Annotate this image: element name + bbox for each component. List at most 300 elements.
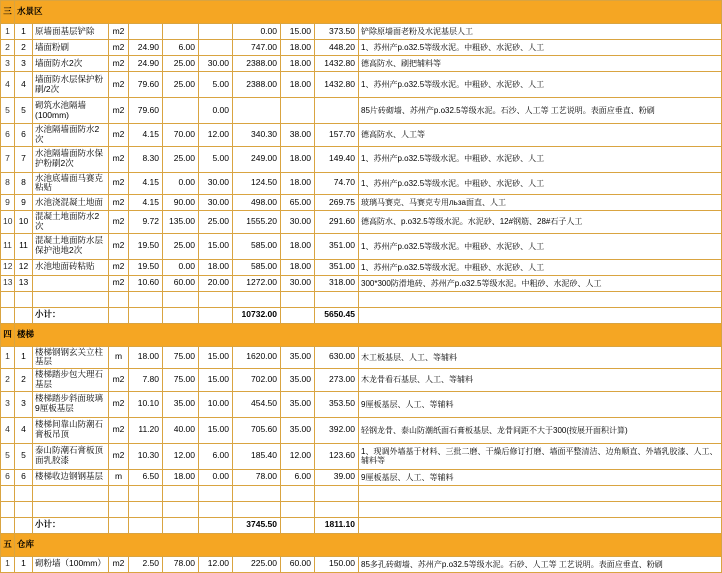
row-index: 13 — [1, 275, 15, 291]
labor-total — [315, 501, 359, 517]
remark: 1、苏州产p.o32.5等级水泥。中粗砂、水泥砂、人工 — [359, 259, 722, 275]
remark — [359, 485, 722, 501]
unit: m2 — [109, 56, 129, 72]
unit: m2 — [109, 24, 129, 40]
item-name — [33, 501, 109, 517]
labor-total: 157.70 — [315, 124, 359, 147]
unit: m2 — [109, 275, 129, 291]
section-marker: 五 — [1, 533, 15, 556]
labor-total: 269.75 — [315, 195, 359, 211]
labor-total: 351.00 — [315, 233, 359, 259]
labor-rate: 18.00 — [281, 146, 315, 172]
row-index: 5 — [1, 443, 15, 469]
unit-price: 35.00 — [163, 391, 199, 417]
labor-price: 30.00 — [199, 195, 233, 211]
row-index: 9 — [1, 195, 15, 211]
row-number: 13 — [15, 275, 33, 291]
quantity: 4.15 — [129, 195, 163, 211]
material-total — [233, 501, 281, 517]
material-total: 2388.00 — [233, 56, 281, 72]
subtotal-qty — [129, 517, 163, 533]
row-index — [1, 291, 15, 307]
unit-price: 0.00 — [163, 172, 199, 195]
row-index: 2 — [1, 369, 15, 392]
item-name: 楼梯间靠山防潮石膏板吊顶 — [33, 417, 109, 443]
labor-rate: 35.00 — [281, 346, 315, 369]
material-total — [233, 98, 281, 124]
unit-price: 75.00 — [163, 369, 199, 392]
remark: 1、苏州产p.o32.5等级水泥。中粗砂、水泥砂、人工 — [359, 233, 722, 259]
item-name: 墙面防水2次 — [33, 56, 109, 72]
remark: 1、苏州产p.o32.5等级水泥。中粗砂、水泥砂、人工 — [359, 172, 722, 195]
item-name — [33, 275, 109, 291]
remark: 德高防水、人工等 — [359, 124, 722, 147]
subtotal-blank — [15, 307, 33, 323]
row-index: 6 — [1, 469, 15, 485]
unit-price: 40.00 — [163, 417, 199, 443]
row-index: 4 — [1, 72, 15, 98]
remark: 1、苏州产p.o32.5等级水泥。中粗砂、水泥砂、人工 — [359, 40, 722, 56]
subtotal-remark — [359, 517, 722, 533]
item-name: 混凝土地面防水层保护池地2次 — [33, 233, 109, 259]
material-total: 2388.00 — [233, 72, 281, 98]
remark: 9厘板基层、人工、等辅料 — [359, 469, 722, 485]
unit: m2 — [109, 40, 129, 56]
table-row[interactable] — [1, 195, 722, 211]
labor-rate: 35.00 — [281, 391, 315, 417]
row-index: 8 — [1, 172, 15, 195]
material-total: 0.00 — [233, 24, 281, 40]
item-name: 楼梯钢钢玄关立柱基层 — [33, 346, 109, 369]
quantity: 4.15 — [129, 172, 163, 195]
labor-price: 15.00 — [199, 417, 233, 443]
table-row[interactable] — [1, 417, 722, 443]
unit: m2 — [109, 211, 129, 234]
labor-price: 0.00 — [199, 98, 233, 124]
labor-price: 15.00 — [199, 346, 233, 369]
section-marker: 四 — [1, 323, 15, 346]
table-row[interactable] — [1, 443, 722, 469]
subtotal-total: 5650.45 — [315, 307, 359, 323]
quantity: 2.50 — [129, 556, 163, 572]
unit-price: 75.00 — [163, 346, 199, 369]
table-row[interactable] — [1, 56, 722, 72]
unit-price: 25.00 — [163, 146, 199, 172]
labor-price: 5.00 — [199, 72, 233, 98]
remark: 德高防水、刷把辅料等 — [359, 56, 722, 72]
unit-price: 12.00 — [163, 443, 199, 469]
labor-total: 150.00 — [315, 556, 359, 572]
material-total: 702.00 — [233, 369, 281, 392]
material-total: 1555.20 — [233, 211, 281, 234]
labor-price: 0.00 — [199, 469, 233, 485]
item-name: 泰山防潮石膏板顶面乳胶漆 — [33, 443, 109, 469]
section-header-row — [1, 323, 722, 346]
quantity: 79.60 — [129, 98, 163, 124]
row-index: 1 — [1, 346, 15, 369]
remark: 轻钢龙骨、泰山防潮纸面石膏板基层、龙骨间距不大于300(按展开面积计算) — [359, 417, 722, 443]
labor-rate — [281, 485, 315, 501]
remark: 9厘板基层、人工、等辅料 — [359, 391, 722, 417]
labor-price — [199, 485, 233, 501]
row-number — [15, 485, 33, 501]
row-index: 1 — [1, 24, 15, 40]
item-name — [33, 485, 109, 501]
item-name: 水池底墙面马赛克粘贴 — [33, 172, 109, 195]
material-total: 225.00 — [233, 556, 281, 572]
table-row[interactable] — [1, 233, 722, 259]
material-total: 454.50 — [233, 391, 281, 417]
subtotal-label: 小计： — [33, 307, 109, 323]
table-row[interactable] — [1, 172, 722, 195]
quantity: 10.60 — [129, 275, 163, 291]
material-total: 185.40 — [233, 443, 281, 469]
labor-rate: 65.00 — [281, 195, 315, 211]
row-index: 3 — [1, 391, 15, 417]
row-index: 11 — [1, 233, 15, 259]
material-total: 249.00 — [233, 146, 281, 172]
labor-price: 15.00 — [199, 233, 233, 259]
unit: m2 — [109, 556, 129, 572]
labor-rate: 30.00 — [281, 211, 315, 234]
item-name: 砌筑水池隔墙(100mm) — [33, 98, 109, 124]
item-name: 水池地面砖粘贴 — [33, 259, 109, 275]
labor-rate: 38.00 — [281, 124, 315, 147]
unit — [109, 501, 129, 517]
row-number — [15, 501, 33, 517]
material-total: 78.00 — [233, 469, 281, 485]
labor-rate: 18.00 — [281, 233, 315, 259]
quantity — [129, 24, 163, 40]
unit: m2 — [109, 233, 129, 259]
section-title: 仓库 — [15, 533, 722, 556]
subtotal-qty — [129, 307, 163, 323]
material-total: 585.00 — [233, 259, 281, 275]
table-row[interactable] — [1, 485, 722, 501]
table-row[interactable] — [1, 40, 722, 56]
table-row[interactable] — [1, 291, 722, 307]
remark: 木龙骨看石基层、人工、等辅料 — [359, 369, 722, 392]
labor-rate: 18.00 — [281, 259, 315, 275]
section-title: 水景区 — [15, 1, 722, 24]
labor-rate: 35.00 — [281, 417, 315, 443]
row-index: 2 — [1, 40, 15, 56]
material-total: 1620.00 — [233, 346, 281, 369]
quantity: 4.15 — [129, 124, 163, 147]
table-row[interactable] — [1, 369, 722, 392]
labor-total: 291.60 — [315, 211, 359, 234]
quantity: 79.60 — [129, 72, 163, 98]
quantity: 8.30 — [129, 146, 163, 172]
labor-price: 20.00 — [199, 275, 233, 291]
unit-price — [163, 501, 199, 517]
subtotal-row — [1, 517, 722, 533]
quantity — [129, 485, 163, 501]
labor-total: 149.40 — [315, 146, 359, 172]
row-number: 9 — [15, 195, 33, 211]
material-total — [233, 291, 281, 307]
labor-rate: 18.00 — [281, 172, 315, 195]
item-name — [33, 291, 109, 307]
labor-total — [315, 291, 359, 307]
item-name: 水池浇混凝土地面 — [33, 195, 109, 211]
table-row[interactable] — [1, 259, 722, 275]
section-title: 楼梯 — [15, 323, 722, 346]
section-header-row — [1, 533, 722, 556]
labor-rate — [281, 501, 315, 517]
row-index: 3 — [1, 56, 15, 72]
quantity: 6.50 — [129, 469, 163, 485]
row-number: 8 — [15, 172, 33, 195]
row-index: 4 — [1, 417, 15, 443]
row-number: 3 — [15, 56, 33, 72]
labor-total: 392.00 — [315, 417, 359, 443]
remark: 玻璃马赛克、马赛克专用льза面直、人工 — [359, 195, 722, 211]
quantity: 19.50 — [129, 233, 163, 259]
labor-rate: 18.00 — [281, 56, 315, 72]
quantity: 18.00 — [129, 346, 163, 369]
labor-rate: 60.00 — [281, 556, 315, 572]
labor-price: 12.00 — [199, 556, 233, 572]
row-index: 10 — [1, 211, 15, 234]
material-total: 705.60 — [233, 417, 281, 443]
labor-price: 6.00 — [199, 443, 233, 469]
row-number: 1 — [15, 556, 33, 572]
remark: 铲除原墙面老粉及水泥基层人工 — [359, 24, 722, 40]
remark: 德高防水、p.o32.5等级水泥。水泥砂、12#钢筋、28#石子人工 — [359, 211, 722, 234]
labor-total: 353.50 — [315, 391, 359, 417]
row-number: 7 — [15, 146, 33, 172]
unit — [109, 291, 129, 307]
table-row[interactable] — [1, 275, 722, 291]
row-number: 5 — [15, 98, 33, 124]
item-name: 墙面防水层保护粉刷/2次 — [33, 72, 109, 98]
quantity: 24.90 — [129, 40, 163, 56]
table-row[interactable] — [1, 391, 722, 417]
remark: 85片砖砌墙、苏州产p.o32.5等级水泥。石沙、人工等 工艺说明。表面应垂直、粉刷 — [359, 98, 722, 124]
quantity — [129, 291, 163, 307]
quantity: 10.10 — [129, 391, 163, 417]
unit: m2 — [109, 391, 129, 417]
unit-price — [163, 291, 199, 307]
row-number: 6 — [15, 124, 33, 147]
material-total: 498.00 — [233, 195, 281, 211]
remark: 1、苏州产p.o32.5等级水泥。中粗砂、水泥砂、人工 — [359, 72, 722, 98]
item-name: 砌粉墙（100mm） — [33, 556, 109, 572]
labor-price: 12.00 — [199, 124, 233, 147]
section-marker: 三 — [1, 1, 15, 24]
unit-price — [163, 24, 199, 40]
quantity: 11.20 — [129, 417, 163, 443]
unit-price: 25.00 — [163, 72, 199, 98]
quantity: 19.50 — [129, 259, 163, 275]
unit-price — [163, 485, 199, 501]
remark: 85多孔砖砌墙、苏州产p.o32.5等级水泥。石砂、人工等 工艺说明。表面应垂直、粉刷 — [359, 556, 722, 572]
unit-price — [163, 98, 199, 124]
labor-total: 373.50 — [315, 24, 359, 40]
subtotal-labor — [199, 517, 233, 533]
labor-rate: 18.00 — [281, 72, 315, 98]
labor-total — [315, 485, 359, 501]
row-number: 1 — [15, 346, 33, 369]
unit: m — [109, 469, 129, 485]
labor-price: 15.00 — [199, 369, 233, 392]
labor-price — [199, 24, 233, 40]
unit: m — [109, 346, 129, 369]
unit-price: 25.00 — [163, 233, 199, 259]
unit: m2 — [109, 98, 129, 124]
table-row[interactable] — [1, 72, 722, 98]
remark: 1、现调外墙基于材料、三批二磨、干燥后修订打磨、墙面平整清洁、边角顺直、外墙乳胶漆、人工、辅料等 — [359, 443, 722, 469]
labor-price: 18.00 — [199, 259, 233, 275]
row-number — [15, 291, 33, 307]
labor-total: 123.60 — [315, 443, 359, 469]
labor-total: 74.70 — [315, 172, 359, 195]
row-index: 5 — [1, 98, 15, 124]
row-index: 6 — [1, 124, 15, 147]
labor-rate: 15.00 — [281, 24, 315, 40]
item-name: 混凝土地面防水2次 — [33, 211, 109, 234]
material-total: 124.50 — [233, 172, 281, 195]
subtotal-rate — [281, 307, 315, 323]
labor-total: 1432.80 — [315, 56, 359, 72]
labor-total: 1432.80 — [315, 72, 359, 98]
unit: m2 — [109, 72, 129, 98]
labor-total: 273.00 — [315, 369, 359, 392]
unit: m2 — [109, 146, 129, 172]
unit-price: 25.00 — [163, 56, 199, 72]
quantity: 24.90 — [129, 56, 163, 72]
subtotal-material: 10732.00 — [233, 307, 281, 323]
unit-price: 90.00 — [163, 195, 199, 211]
row-number: 11 — [15, 233, 33, 259]
remark — [359, 291, 722, 307]
unit-price: 135.00 — [163, 211, 199, 234]
row-number: 1 — [15, 24, 33, 40]
table-row[interactable] — [1, 98, 722, 124]
row-number: 5 — [15, 443, 33, 469]
material-total: 1272.00 — [233, 275, 281, 291]
row-index — [1, 517, 15, 533]
subtotal-price — [163, 517, 199, 533]
item-name: 楼梯收边钢钢基层 — [33, 469, 109, 485]
row-index: 7 — [1, 146, 15, 172]
row-number: 12 — [15, 259, 33, 275]
labor-price — [199, 291, 233, 307]
unit: m2 — [109, 195, 129, 211]
table-row[interactable] — [1, 346, 722, 369]
subtotal-row — [1, 307, 722, 323]
subtotal-total: 1811.10 — [315, 517, 359, 533]
row-number: 4 — [15, 72, 33, 98]
table-row[interactable] — [1, 24, 722, 40]
labor-total — [315, 98, 359, 124]
labor-total: 39.00 — [315, 469, 359, 485]
row-number: 4 — [15, 417, 33, 443]
labor-rate: 18.00 — [281, 40, 315, 56]
unit-price: 60.00 — [163, 275, 199, 291]
labor-price: 10.00 — [199, 391, 233, 417]
unit: m2 — [109, 124, 129, 147]
item-name: 楼梯踏步斜面玻璃9厘板基层 — [33, 391, 109, 417]
row-number: 6 — [15, 469, 33, 485]
item-name: 楼梯踏步包大理石基层 — [33, 369, 109, 392]
material-total: 340.30 — [233, 124, 281, 147]
unit-price: 18.00 — [163, 469, 199, 485]
row-number: 2 — [15, 40, 33, 56]
material-total — [233, 485, 281, 501]
row-index — [1, 501, 15, 517]
labor-price: 30.00 — [199, 172, 233, 195]
table-row[interactable] — [1, 469, 722, 485]
quantity — [129, 501, 163, 517]
quantity: 10.30 — [129, 443, 163, 469]
labor-total: 318.00 — [315, 275, 359, 291]
subtotal-rate — [281, 517, 315, 533]
unit — [109, 485, 129, 501]
row-index — [1, 485, 15, 501]
subtotal-labor — [199, 307, 233, 323]
subtotal-unit — [109, 517, 129, 533]
labor-rate: 6.00 — [281, 469, 315, 485]
item-name: 原墙面基层铲除 — [33, 24, 109, 40]
remark: 1、苏州产p.o32.5等级水泥。中粗砂、水泥砂、人工 — [359, 146, 722, 172]
unit: m2 — [109, 259, 129, 275]
table-row[interactable] — [1, 501, 722, 517]
remark: 300*300防滑地砖、苏州产p.o32.5等级水泥。中粗砂、水泥砂、人工 — [359, 275, 722, 291]
labor-rate: 30.00 — [281, 275, 315, 291]
item-name: 墙面粉刷 — [33, 40, 109, 56]
section-header-row — [1, 1, 722, 24]
subtotal-material: 3745.50 — [233, 517, 281, 533]
unit-price: 70.00 — [163, 124, 199, 147]
subtotal-unit — [109, 307, 129, 323]
labor-price: 30.00 — [199, 56, 233, 72]
table-row[interactable] — [1, 146, 722, 172]
labor-rate: 35.00 — [281, 369, 315, 392]
labor-price — [199, 501, 233, 517]
table-row[interactable] — [1, 211, 722, 234]
quantity: 7.80 — [129, 369, 163, 392]
labor-rate: 12.00 — [281, 443, 315, 469]
labor-rate — [281, 291, 315, 307]
labor-price: 5.00 — [199, 146, 233, 172]
unit: m2 — [109, 417, 129, 443]
subtotal-remark — [359, 307, 722, 323]
labor-total: 630.00 — [315, 346, 359, 369]
unit: m2 — [109, 443, 129, 469]
labor-price — [199, 40, 233, 56]
row-index: 1 — [1, 556, 15, 572]
unit: m2 — [109, 172, 129, 195]
subtotal-price — [163, 307, 199, 323]
table-row[interactable] — [1, 556, 722, 572]
table-row[interactable] — [1, 124, 722, 147]
unit-price: 0.00 — [163, 259, 199, 275]
row-index — [1, 307, 15, 323]
remark — [359, 501, 722, 517]
remark: 木工板基层、人工、等辅料 — [359, 346, 722, 369]
labor-rate — [281, 98, 315, 124]
unit-price: 6.00 — [163, 40, 199, 56]
labor-price: 25.00 — [199, 211, 233, 234]
row-number: 2 — [15, 369, 33, 392]
row-number: 3 — [15, 391, 33, 417]
unit-price: 78.00 — [163, 556, 199, 572]
unit: m2 — [109, 369, 129, 392]
labor-total: 351.00 — [315, 259, 359, 275]
item-name: 水池隔墙面防水保护粉刷2次 — [33, 146, 109, 172]
